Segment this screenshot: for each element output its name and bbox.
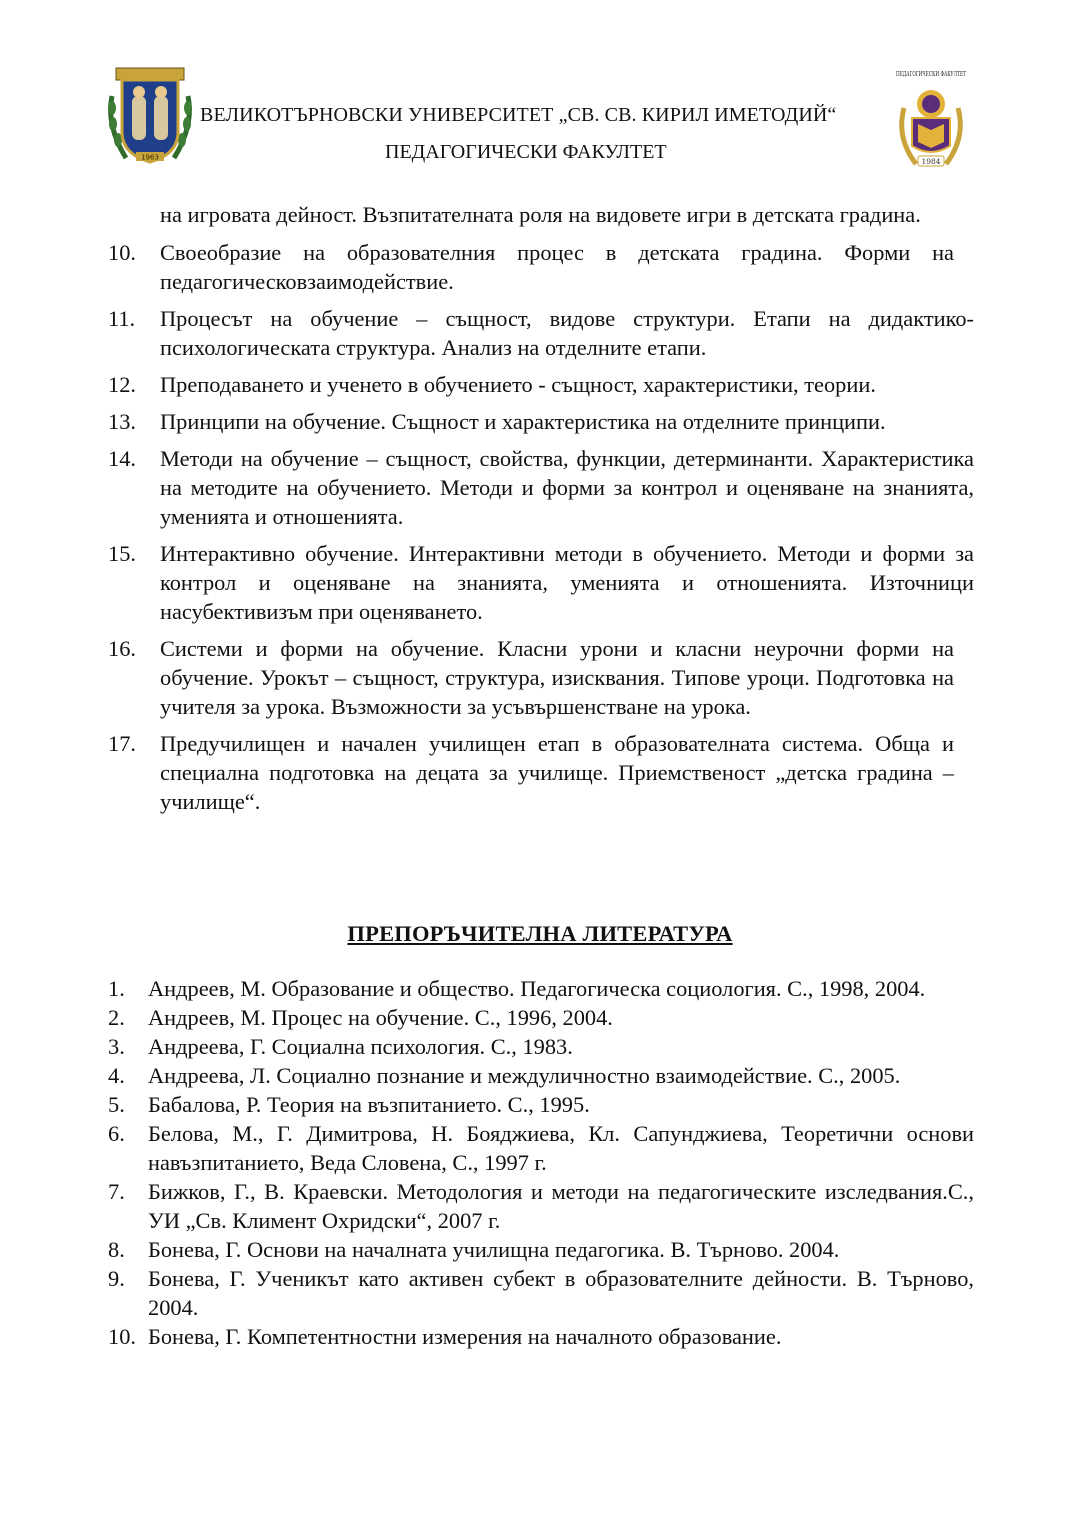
literature-text: Андреев, М. Образование и общество. Педагогическа социология. С., 1998, 2004. — [148, 976, 926, 1001]
literature-text: Белова, М., Г. Димитрова, Н. Бояджиева, Кл. Сапунджиева, Теоретични основи навъзпитанието, Веда Словена, С., 1997 г. — [148, 1121, 974, 1175]
literature-item — [108, 1322, 974, 1351]
topic-text: Предучилищен и начален училищен етап в образователната система. Обща и специална подготовка на децата за училище. Приемственост „детска градина – училище“. — [160, 731, 954, 814]
topic-item — [108, 729, 954, 816]
literature-heading: ПРЕПОРЪЧИТЕЛНА ЛИТЕРАТУРА — [347, 921, 733, 946]
literature-item — [108, 1003, 974, 1032]
topic-item — [108, 238, 954, 296]
topic-item — [108, 539, 974, 626]
topic-number: 14. — [108, 446, 136, 471]
literature-number: 2. — [108, 1005, 125, 1030]
literature-text: Андреева, Л. Социално познание и междуличностно взаимодействие. С., 2005. — [148, 1063, 901, 1088]
literature-text: Бонева, Г. Компетентностни измерения на началното образование. — [148, 1324, 782, 1349]
literature-number: 8. — [108, 1237, 125, 1262]
literature-number: 6. — [108, 1121, 125, 1146]
topic-number: 17. — [108, 731, 136, 756]
literature-text: Бабалова, Р. Теория на възпитанието. С., 1995. — [148, 1092, 590, 1117]
topic-item — [108, 634, 954, 721]
literature-text: Андреев, М. Процес на обучение. С., 1996, 2004. — [148, 1005, 613, 1030]
literature-text: Бонева, Г. Основи на началната училищна педагогика. В. Търново. 2004. — [148, 1237, 840, 1262]
topic-item — [108, 407, 974, 436]
literature-item — [108, 1090, 974, 1119]
literature-item — [108, 974, 974, 1003]
literature-item — [108, 1235, 974, 1264]
faculty-emblem-logo — [894, 68, 968, 172]
topic-text: Преподаването и ученето в обучението - същност, характеристики, теории. — [160, 372, 876, 397]
topic-number: 12. — [108, 372, 136, 397]
emblem-caption: ПЕДАГОГИЧЕСКИ ФАКУЛТЕТ — [896, 71, 966, 78]
literature-number: 3. — [108, 1034, 125, 1059]
exam-topics — [108, 200, 974, 824]
literature-number: 4. — [108, 1063, 125, 1088]
topic-text: Принципи на обучение. Същност и характеристика на отделните принципи. — [160, 409, 886, 434]
literature-text: Бонева, Г. Ученикът като активен субект в образователните дейности. В. Търново, 2004. — [148, 1266, 974, 1320]
literature-item — [108, 1119, 974, 1177]
topic-number: 10. — [108, 240, 136, 265]
literature-item — [108, 1032, 974, 1061]
topic-text: Методи на обучение – същност, свойства, функции, детерминанти. Характеристика на методите на обучението. Методи и форми за контрол и оценяване на знанията, уменията и отношенията. — [160, 446, 974, 529]
literature-item — [108, 1264, 974, 1322]
university-name: ВЕЛИКОТЪРНОВСКИ УНИВЕРСИТЕТ „СВ. СВ. КИРИЛ ИМЕТОДИЙ“ — [200, 104, 837, 126]
literature-list — [108, 974, 974, 1351]
faculty-name: ПЕДАГОГИЧЕСКИ ФАКУЛТЕТ — [385, 141, 667, 163]
topic-number: 16. — [108, 636, 136, 661]
literature-item — [108, 1177, 974, 1235]
emblem-year: 1984 — [921, 157, 941, 166]
literature-number: 5. — [108, 1092, 125, 1117]
literature-text: Андреева, Г. Социална психология. С., 1983. — [148, 1034, 573, 1059]
literature-text: Бижков, Г., В. Краевски. Методология и методи на педагогическите изследвания.С., УИ „Св. Климент Охридски“, 2007 г. — [148, 1179, 974, 1233]
topic-text: Процесът на обучение – същност, видове структури. Етапи на дидактико-психологическата структура. Анализ на отделните етапи. — [160, 306, 974, 360]
literature-number: 10. — [108, 1324, 136, 1349]
literature-number: 1. — [108, 976, 125, 1001]
literature-item — [108, 1061, 974, 1090]
topic-text: Интерактивно обучение. Интерактивни методи в обучението. Методи и форми за контрол и оценяване на знанията, уменията и отношенията. Източници насубективизъм при оценяването. — [160, 541, 974, 624]
topic-text: Своеобразие на образователния процес в детската градина. Форми на педагогическовзаимодействие. — [160, 240, 954, 294]
topic-number: 15. — [108, 541, 136, 566]
topic-text: Системи и форми на обучение. Класни урони и класни неурочни форми на обучение. Урокът – същност, структура, изисквания. Типове уроци. Подготовка на учителя за урока. Възможности за усъвършенстване на урока. — [160, 636, 954, 719]
topic-number: 13. — [108, 409, 136, 434]
topic-continuation: на игровата дейност. Възпитателната роля на видовете игри в детската градина. — [160, 202, 921, 227]
literature-number: 9. — [108, 1266, 125, 1291]
topic-number: 11. — [108, 306, 136, 331]
university-seal-logo — [106, 66, 194, 166]
literature-number: 7. — [108, 1179, 125, 1204]
topic-item — [108, 304, 974, 362]
topic-item — [108, 444, 974, 531]
topic-item — [108, 370, 974, 399]
seal-year: 1963 — [141, 153, 159, 162]
